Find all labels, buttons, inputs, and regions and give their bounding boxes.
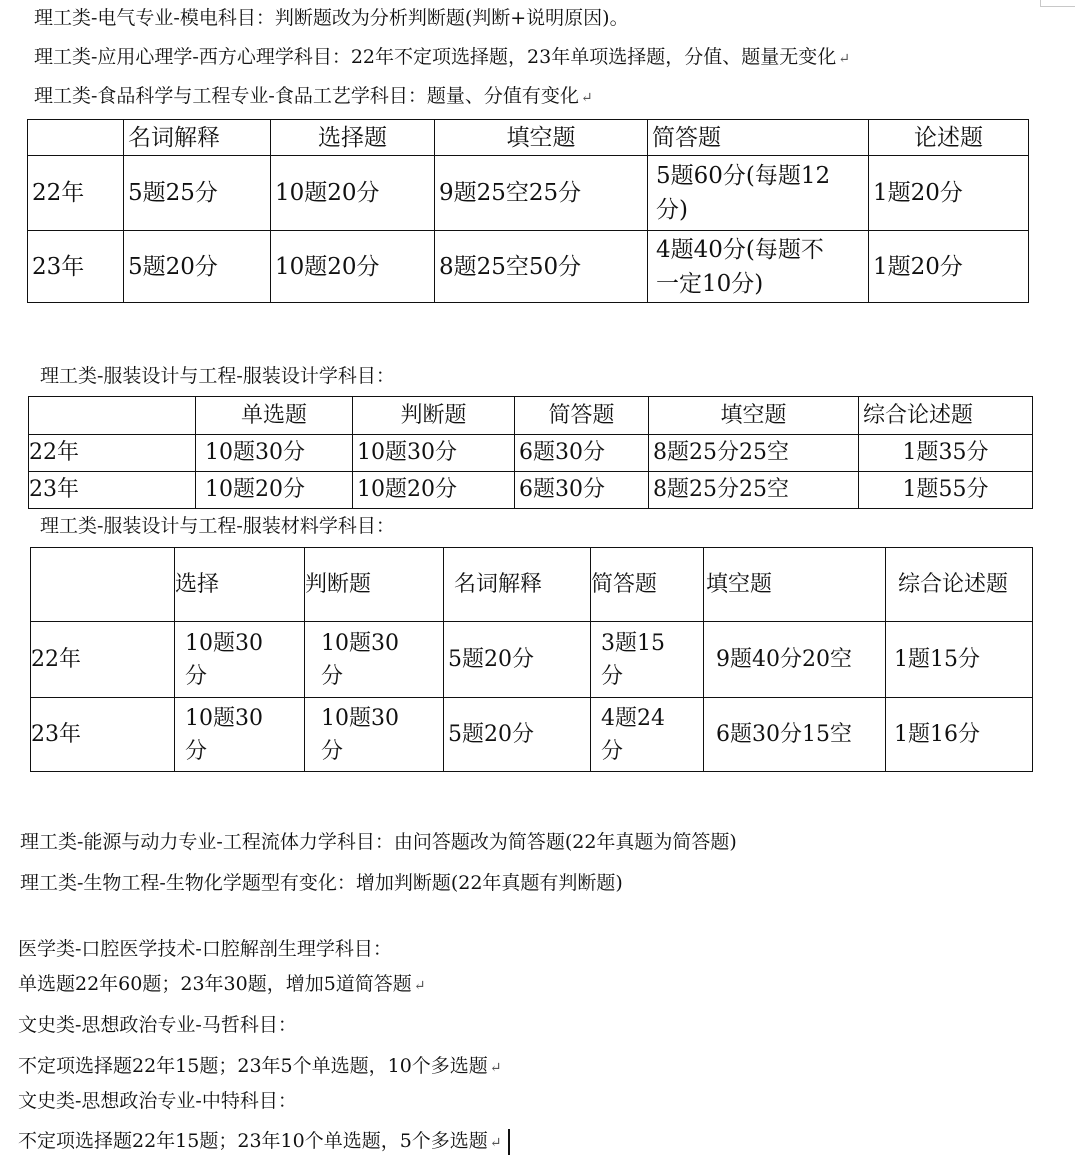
table-header-cell: 综合论述题 [859, 397, 1033, 435]
table-cell: 3题15分 [591, 622, 704, 698]
table-cell: 5题20分 [444, 698, 591, 772]
table-cell: 6题30分15空 [704, 698, 886, 772]
table-cell: 6题30分 [515, 472, 649, 509]
paragraph-socialism-title: 文史类-思想政治专业-中特科目： [18, 1090, 297, 1112]
table-cell: 9题25空25分 [435, 156, 648, 231]
paragraph-fluid-mechanics: 理工类-能源与动力专业-工程流体力学科目：由问答题改为简答题(22年真题为简答题) [20, 831, 737, 853]
table-cell [31, 548, 175, 622]
text-cursor [508, 1129, 510, 1155]
table-header-cell: 选择题 [271, 120, 435, 156]
paragraph-oral-anatomy-detail: 单选题22年60题；23年30题，增加5道简答题 ↵ [18, 973, 426, 995]
table-cell: 9题40分20空 [704, 622, 886, 698]
table-header-cell: 填空题 [704, 548, 886, 622]
paragraph-food-science: 理工类-食品科学与工程专业-食品工艺学科目：题量、分值有变化 ↵ [34, 85, 593, 107]
table-cell: 4题40分(每题不一定10分) [648, 231, 869, 303]
paragraph-oral-anatomy-title: 医学类-口腔医学技术-口腔解剖生理学科目： [18, 938, 392, 960]
table-header-cell: 判断题 [353, 397, 515, 435]
table-row [28, 231, 1029, 303]
table-cell: 1题16分 [886, 698, 1033, 772]
table-header-cell: 简答题 [648, 120, 869, 156]
table-header-cell: 名词解释 [124, 120, 271, 156]
return-mark-icon: ↵ [580, 90, 593, 106]
table-cell: 5题60分(每题12分) [648, 156, 869, 231]
table-row [28, 156, 1029, 231]
table-row [29, 435, 1033, 472]
section-title-clothing-materials: 理工类-服装设计与工程-服装材料学科目： [40, 515, 395, 537]
table-cell: 23年 [28, 231, 124, 303]
table-cell: 22年 [29, 435, 196, 472]
paragraph-psychology: 理工类-应用心理学-西方心理学科目：22年不定项选择题，23年单项选择题，分值、题量无变化 ↵ [34, 46, 850, 68]
clothing-materials-table [30, 547, 1033, 772]
table-cell [28, 120, 124, 156]
table-header-row [29, 397, 1033, 435]
food-technology-table [27, 119, 1029, 303]
table-header-cell: 名词解释 [444, 548, 591, 622]
table-cell: 6题30分 [515, 435, 649, 472]
table-cell: 10题30分 [305, 622, 444, 698]
table-cell: 10题30分 [196, 435, 353, 472]
table-cell: 1题35分 [859, 435, 1033, 472]
return-mark-icon: ↵ [413, 978, 426, 994]
table-cell: 1题55分 [859, 472, 1033, 509]
table-header-row [31, 548, 1033, 622]
table-cell: 10题30分 [305, 698, 444, 772]
table-cell: 4题24分 [591, 698, 704, 772]
table-cell: 5题25分 [124, 156, 271, 231]
table-cell: 1题20分 [869, 156, 1029, 231]
table-cell: 8题25分25空 [649, 435, 859, 472]
table-cell: 5题20分 [444, 622, 591, 698]
table-header-cell: 简答题 [591, 548, 704, 622]
table-header-cell: 简答题 [515, 397, 649, 435]
paragraph-marxist-philosophy-title: 文史类-思想政治专业-马哲科目： [18, 1014, 297, 1036]
paragraph-marxist-philosophy-detail: 不定项选择题22年15题；23年5个单选题，10个多选题 ↵ [18, 1055, 502, 1077]
table-cell: 23年 [29, 472, 196, 509]
page-corner-mark [1040, 0, 1075, 7]
table-cell: 1题15分 [886, 622, 1033, 698]
table-cell: 1题20分 [869, 231, 1029, 303]
table-header-cell: 综合论述题 [886, 548, 1033, 622]
table-header-cell: 填空题 [435, 120, 648, 156]
table-cell: 10题20分 [196, 472, 353, 509]
table-cell: 22年 [28, 156, 124, 231]
table-cell: 10题30分 [175, 622, 305, 698]
return-mark-icon: ↵ [489, 1135, 502, 1151]
table-cell: 10题30分 [353, 435, 515, 472]
paragraph-electrical: 理工类-电气专业-模电科目：判断题改为分析判断题(判断+说明原因)。 [34, 7, 629, 29]
table-cell: 23年 [31, 698, 175, 772]
table-row [31, 698, 1033, 772]
table-row [29, 472, 1033, 509]
paragraph-biochemistry: 理工类-生物工程-生物化学题型有变化：增加判断题(22年真题有判断题) [20, 872, 623, 894]
table-cell: 8题25空50分 [435, 231, 648, 303]
return-mark-icon: ↵ [489, 1060, 502, 1076]
table-cell: 10题20分 [353, 472, 515, 509]
table-header-cell: 选择 [175, 548, 305, 622]
table-cell [29, 397, 196, 435]
table-cell: 10题20分 [271, 156, 435, 231]
table-cell: 10题20分 [271, 231, 435, 303]
table-header-cell: 单选题 [196, 397, 353, 435]
table-cell: 22年 [31, 622, 175, 698]
table-header-cell: 判断题 [305, 548, 444, 622]
table-header-row [28, 120, 1029, 156]
table-cell: 10题30分 [175, 698, 305, 772]
clothing-design-table [28, 396, 1033, 509]
table-header-cell: 填空题 [649, 397, 859, 435]
return-mark-icon: ↵ [838, 51, 850, 67]
section-title-clothing-design: 理工类-服装设计与工程-服装设计学科目： [40, 365, 395, 387]
table-header-cell: 论述题 [869, 120, 1029, 156]
table-cell: 5题20分 [124, 231, 271, 303]
table-row [31, 622, 1033, 698]
table-cell: 8题25分25空 [649, 472, 859, 509]
paragraph-socialism-detail[interactable]: 不定项选择题22年15题；23年10个单选题，5个多选题 ↵ [18, 1129, 510, 1155]
